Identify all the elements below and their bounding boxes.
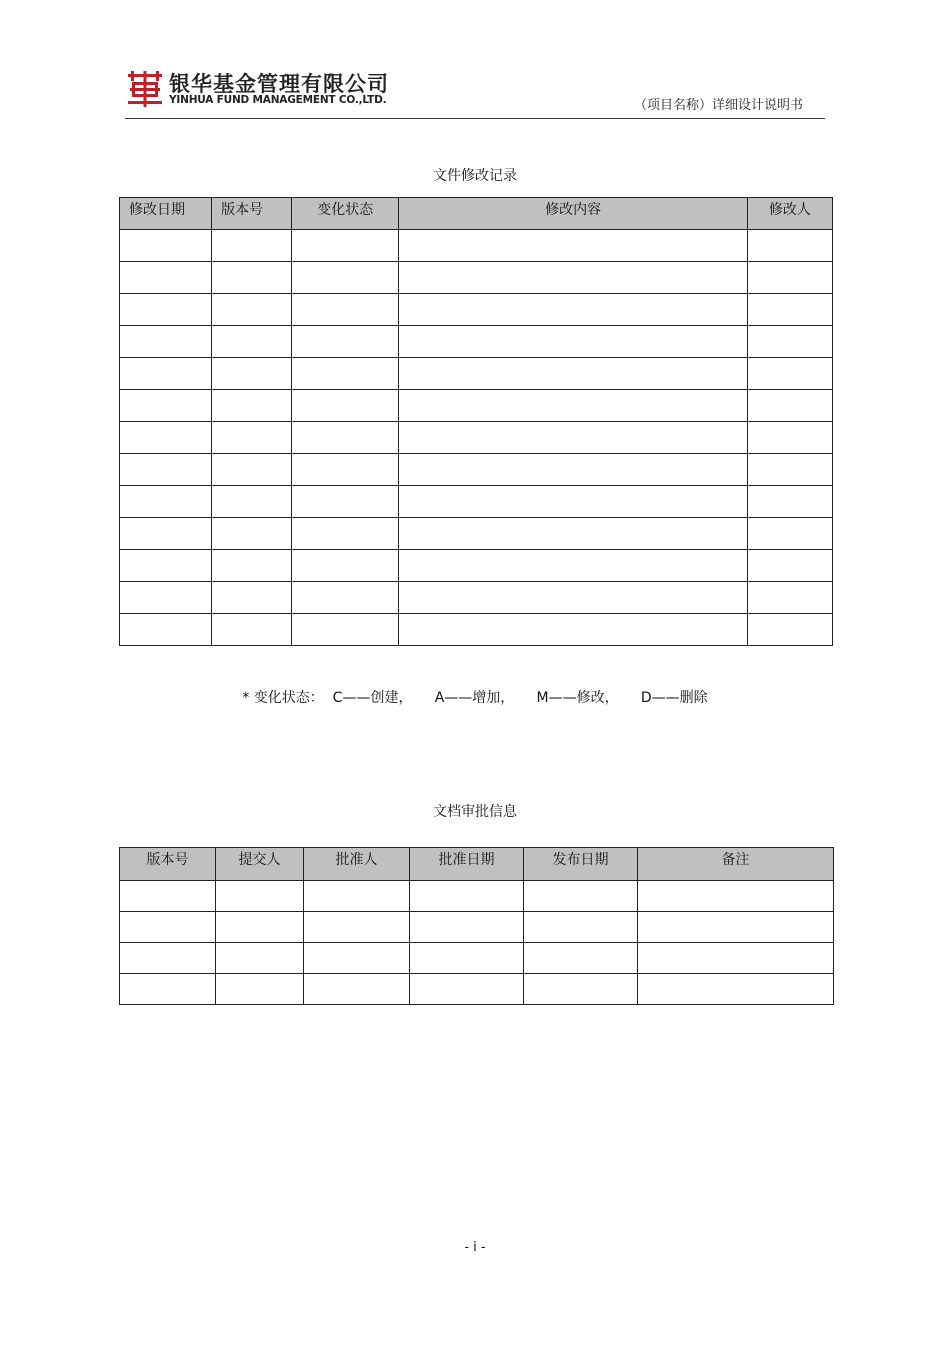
table-cell[interactable] [399, 422, 747, 454]
table-cell[interactable] [399, 262, 747, 294]
table-cell[interactable] [120, 943, 216, 974]
table-row [120, 550, 833, 582]
table-cell[interactable] [524, 943, 638, 974]
table-cell[interactable] [212, 230, 292, 262]
table-row [120, 326, 833, 358]
table-row [120, 943, 834, 974]
document-name: （项目名称）详细设计说明书 [633, 98, 803, 113]
column-header: 修改人 [747, 198, 832, 230]
table-cell[interactable] [304, 943, 410, 974]
table-cell[interactable] [747, 550, 832, 582]
table-cell[interactable] [120, 974, 216, 1005]
approval-info-table [119, 847, 834, 1005]
table-cell[interactable] [292, 454, 399, 486]
table-cell[interactable] [747, 230, 832, 262]
column-header: 修改日期 [120, 198, 212, 230]
table-cell[interactable] [399, 358, 747, 390]
table-cell[interactable] [212, 294, 292, 326]
company-name-cn: 银华基金管理有限公司 [169, 72, 389, 96]
table-cell[interactable] [410, 881, 524, 912]
table-cell[interactable] [120, 454, 212, 486]
table-cell[interactable] [399, 518, 747, 550]
yinhua-logo-icon [128, 71, 162, 107]
table-cell[interactable] [292, 230, 399, 262]
table-cell[interactable] [638, 943, 834, 974]
table-header-row [120, 198, 833, 230]
table-cell[interactable] [747, 326, 832, 358]
table-cell[interactable] [212, 358, 292, 390]
table-cell[interactable] [216, 974, 304, 1005]
table-cell[interactable] [524, 881, 638, 912]
table-row [120, 390, 833, 422]
table-cell[interactable] [399, 326, 747, 358]
table-cell[interactable] [292, 390, 399, 422]
table-cell[interactable] [292, 294, 399, 326]
table-row [120, 294, 833, 326]
table-cell[interactable] [747, 454, 832, 486]
table-cell[interactable] [120, 582, 212, 614]
table-row [120, 582, 833, 614]
table-cell[interactable] [120, 550, 212, 582]
table-cell[interactable] [120, 326, 212, 358]
table-row [120, 486, 833, 518]
table-cell[interactable] [212, 422, 292, 454]
column-header: 备注 [638, 848, 834, 881]
revision-record-table [119, 197, 833, 646]
table-row [120, 358, 833, 390]
table-cell[interactable] [212, 550, 292, 582]
table-cell[interactable] [216, 912, 304, 943]
table-cell[interactable] [292, 582, 399, 614]
table-cell[interactable] [212, 486, 292, 518]
table-row [120, 614, 833, 646]
table-cell[interactable] [638, 912, 834, 943]
table-cell[interactable] [120, 881, 216, 912]
table-cell[interactable] [304, 974, 410, 1005]
table-row [120, 518, 833, 550]
table-cell[interactable] [747, 390, 832, 422]
column-header: 版本号 [120, 848, 216, 881]
column-header: 批准日期 [410, 848, 524, 881]
table-cell[interactable] [212, 582, 292, 614]
table-cell[interactable] [399, 230, 747, 262]
table-cell[interactable] [292, 614, 399, 646]
table-cell[interactable] [120, 230, 212, 262]
table-cell[interactable] [399, 582, 747, 614]
table-cell[interactable] [399, 486, 747, 518]
column-header: 发布日期 [524, 848, 638, 881]
approval-info-title: 文档审批信息 [433, 804, 517, 820]
column-header: 批准人 [304, 848, 410, 881]
table-cell[interactable] [304, 912, 410, 943]
table-cell[interactable] [212, 614, 292, 646]
table-cell[interactable] [524, 974, 638, 1005]
table-cell[interactable] [216, 943, 304, 974]
column-header: 版本号 [212, 198, 292, 230]
table-cell[interactable] [304, 881, 410, 912]
table-cell[interactable] [292, 358, 399, 390]
table-cell[interactable] [120, 294, 212, 326]
table-row [120, 422, 833, 454]
column-header: 修改内容 [399, 198, 747, 230]
table-cell[interactable] [120, 262, 212, 294]
table-cell[interactable] [747, 582, 832, 614]
table-header-row [120, 848, 834, 881]
table-cell[interactable] [120, 390, 212, 422]
table-cell[interactable] [410, 974, 524, 1005]
column-header: 提交人 [216, 848, 304, 881]
table-cell[interactable] [410, 912, 524, 943]
table-cell[interactable] [747, 294, 832, 326]
table-cell[interactable] [216, 881, 304, 912]
table-cell[interactable] [120, 422, 212, 454]
table-row [120, 230, 833, 262]
table-cell[interactable] [292, 422, 399, 454]
table-row [120, 454, 833, 486]
table-cell[interactable] [212, 326, 292, 358]
table-cell[interactable] [212, 454, 292, 486]
column-header: 变化状态 [292, 198, 399, 230]
table-cell[interactable] [524, 912, 638, 943]
table-cell[interactable] [292, 550, 399, 582]
change-status-legend: * 变化状态： C——创建， A——增加， M——修改， D——删除 [242, 690, 708, 706]
table-cell[interactable] [292, 518, 399, 550]
table-row [120, 262, 833, 294]
table-cell[interactable] [747, 262, 832, 294]
table-cell[interactable] [120, 358, 212, 390]
table-cell[interactable] [120, 912, 216, 943]
table-cell[interactable] [410, 943, 524, 974]
table-cell[interactable] [292, 262, 399, 294]
table-row [120, 881, 834, 912]
table-row [120, 974, 834, 1005]
table-cell[interactable] [212, 262, 292, 294]
table-cell[interactable] [399, 614, 747, 646]
table-cell[interactable] [747, 422, 832, 454]
table-cell[interactable] [747, 486, 832, 518]
table-cell[interactable] [120, 486, 212, 518]
company-name-en: YINHUA FUND MANAGEMENT CO.,LTD. [169, 94, 387, 106]
table-cell[interactable] [747, 518, 832, 550]
table-cell[interactable] [399, 294, 747, 326]
revision-record-title: 文件修改记录 [433, 168, 517, 184]
table-row [120, 912, 834, 943]
table-cell[interactable] [399, 550, 747, 582]
table-cell[interactable] [638, 881, 834, 912]
table-cell[interactable] [747, 614, 832, 646]
table-cell[interactable] [399, 390, 747, 422]
table-cell[interactable] [292, 326, 399, 358]
table-cell[interactable] [212, 518, 292, 550]
table-cell[interactable] [120, 614, 212, 646]
table-cell[interactable] [212, 390, 292, 422]
table-cell[interactable] [399, 454, 747, 486]
table-cell[interactable] [292, 486, 399, 518]
table-cell[interactable] [120, 518, 212, 550]
table-cell[interactable] [747, 358, 832, 390]
table-cell[interactable] [638, 974, 834, 1005]
page-header [125, 66, 825, 119]
page-number: - i - [464, 1240, 486, 1255]
